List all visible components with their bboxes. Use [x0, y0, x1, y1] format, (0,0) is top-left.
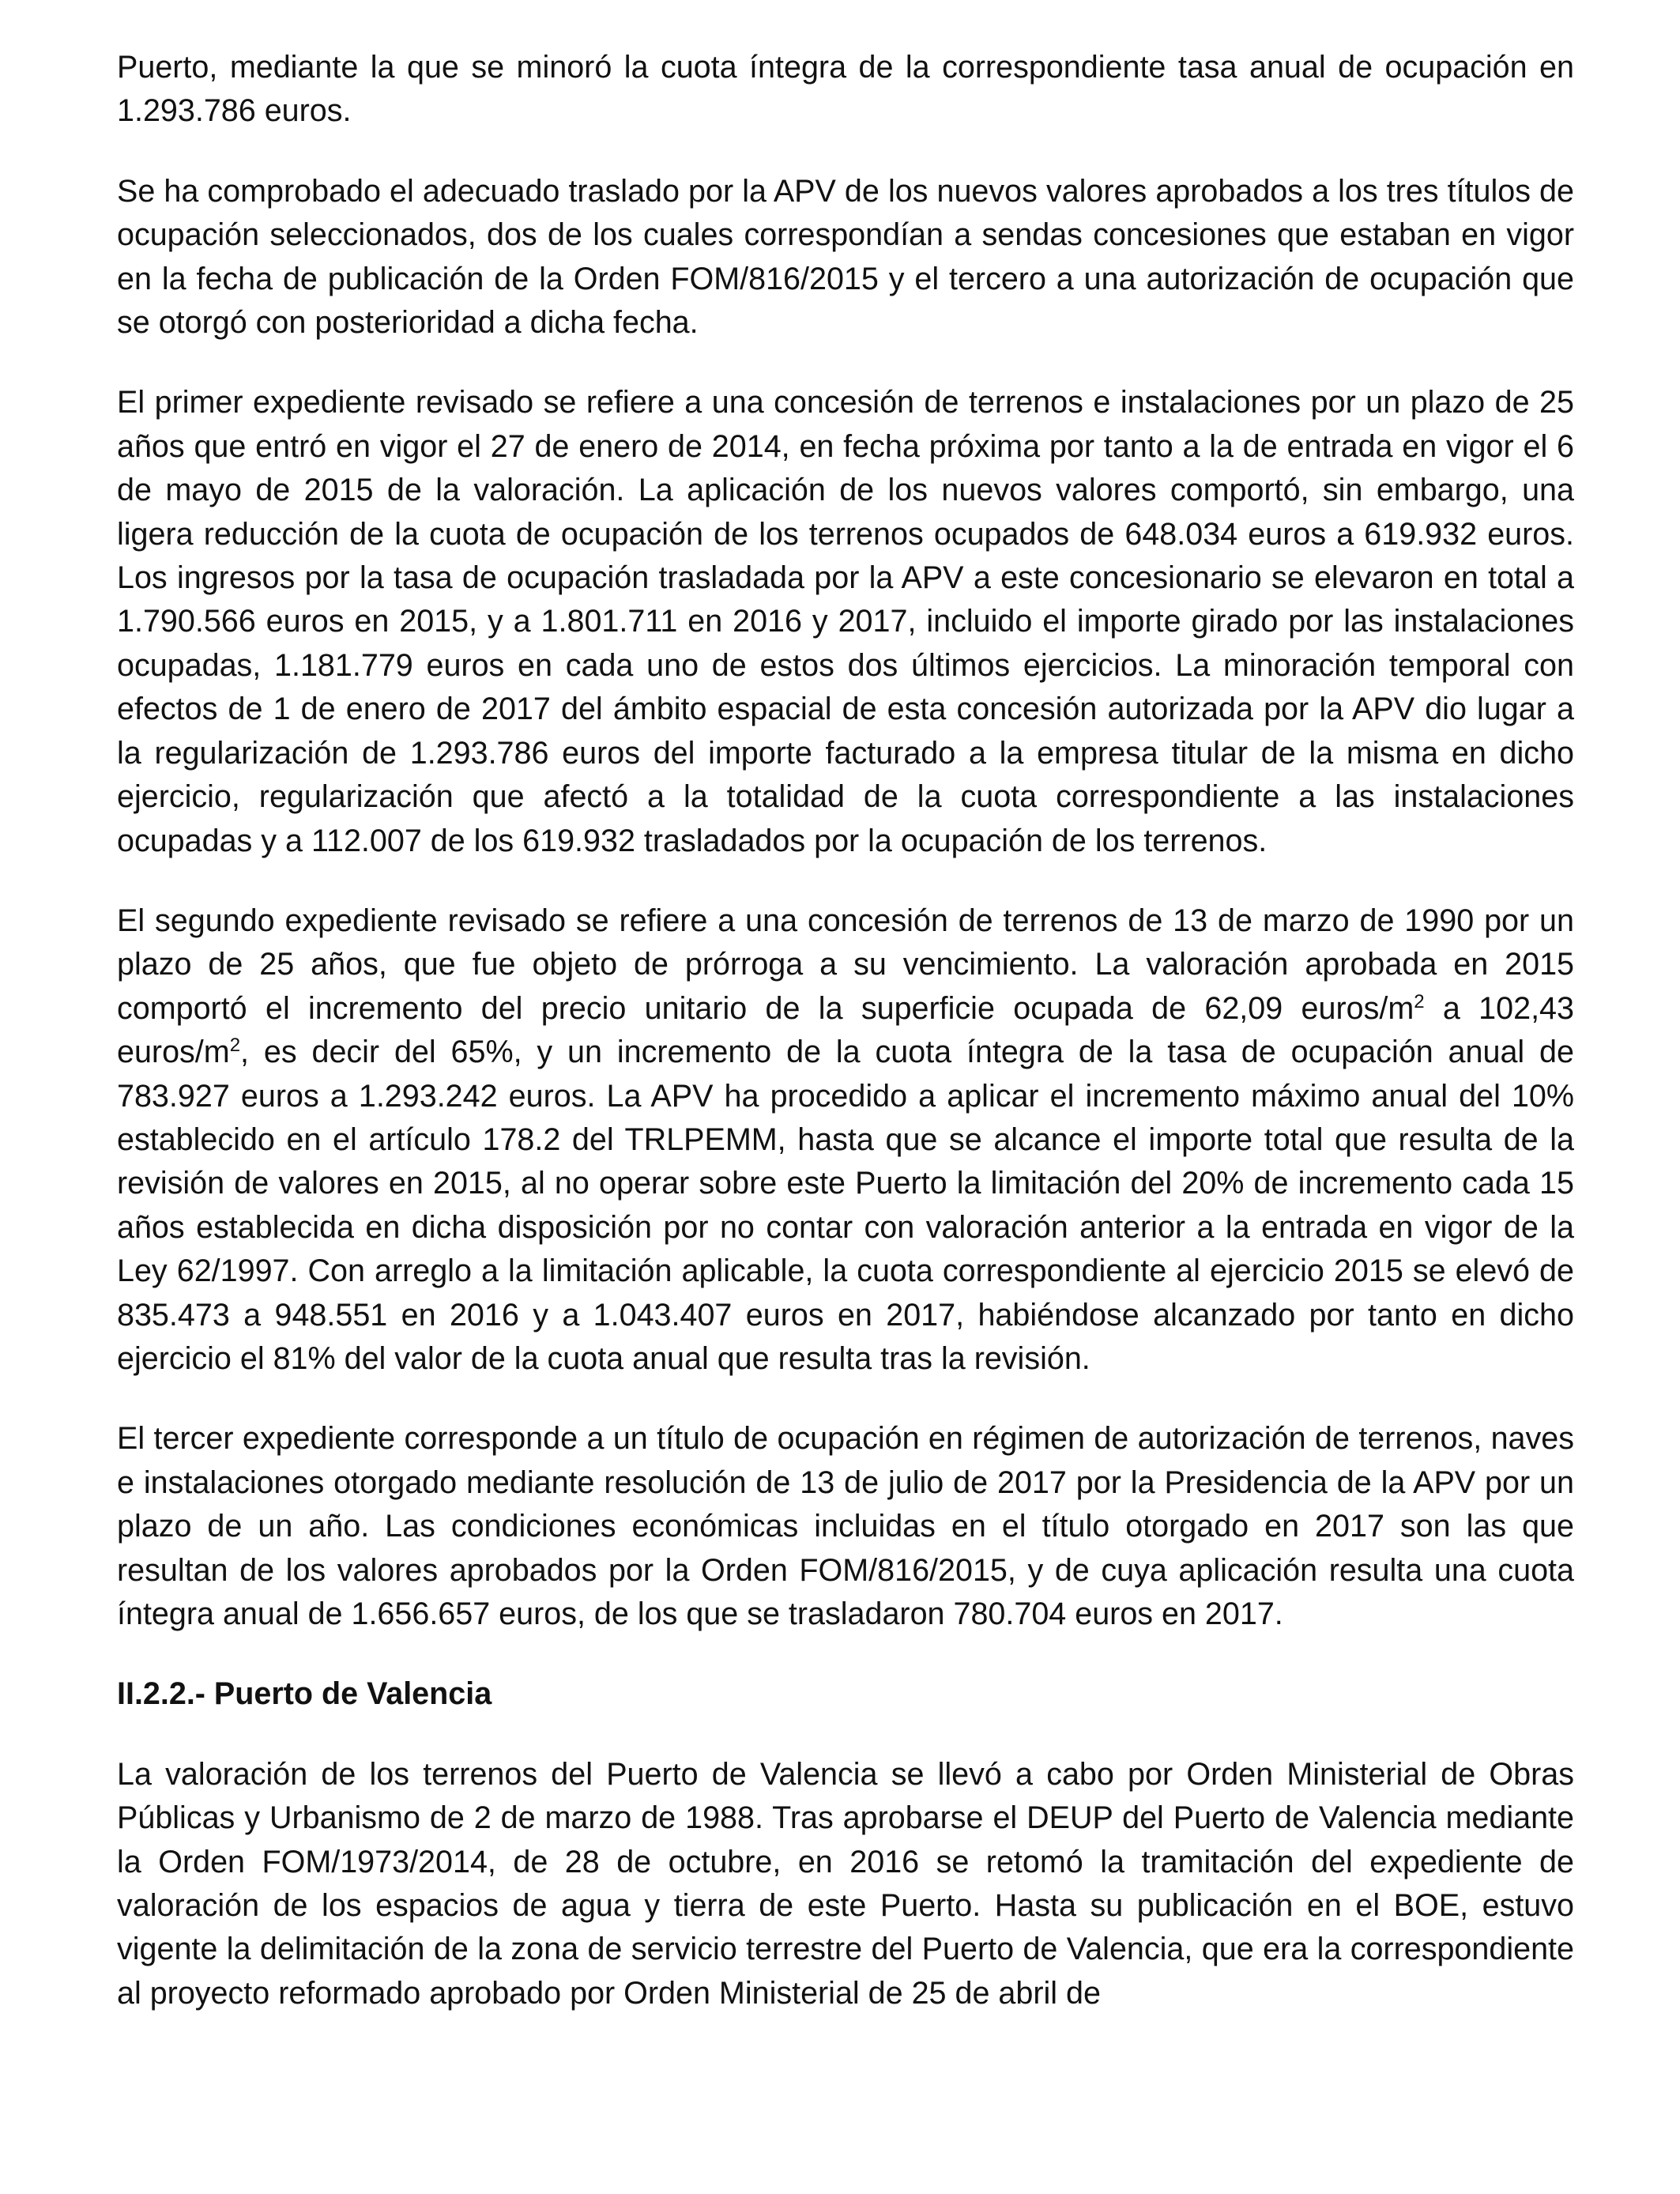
- paragraph-cuota-minorada: Puerto, mediante la que se minoró la cuota íntegra de la correspondiente tasa anual de ocupación en 1.293.786 euros.: [117, 50, 1574, 129]
- section-heading: II.2.2.- Puerto de Valencia: [117, 1676, 492, 1712]
- text-segment: El segundo expediente revisado se refiere a una concesión de terrenos de 13 de marzo de 1990 por un plazo de 25 años, que fue objeto de prórroga a su vencimiento. La valoración aprobada en 2015 comportó el incremento del precio unitario de la superficie ocupada de 62,09 euros/m: [117, 903, 1574, 1026]
- paragraph-segundo-expediente: [117, 899, 1574, 1381]
- text-segment: , es decir del 65%, y un incremento de la cuota íntegra de la tasa de ocupación anual de 783.927 euros a 1.293.242 euros. La APV ha procedido a aplicar el incremento máximo anual del 10% establecido en el artículo 178.2 del TRLPEMM, hasta que se alcance el importe total que resulta de la revisión de valores en 2015, al no operar sobre este Puerto la limitación del 20% de incremento cada 15 años establecida en dicha disposición por no contar con valoración anterior a la entrada en vigor de la Ley 62/1997. Con arreglo a la limitación aplicable, la cuota correspondiente al ejercicio 2015 se elevó de 835.473 a 948.551 en 2016 y a 1.043.407 euros en 2017, habiéndose alcanzado por tanto en dicho ejercicio el 81% del valor de la cuota anual que resulta tras la revisión.: [117, 1035, 1574, 1376]
- paragraph-primer-expediente: El primer expediente revisado se refiere a una concesión de terrenos e instalaciones por un plazo de 25 años que entró en vigor el 27 de enero de 2014, en fecha próxima por tanto a la de entrada en vigor el 6 de mayo de 2015 de la valoración. La aplicación de los nuevos valores comportó, sin embargo, una ligera reducción de la cuota de ocupación de los terrenos ocupados de 648.034 euros a 619.932 euros. Los ingresos por la tasa de ocupación trasladada por la APV a este concesionario se elevaron en total a 1.790.566 euros en 2015, y a 1.801.711 en 2016 y 2017, incluido el importe girado por las instalaciones ocupadas, 1.181.779 euros en cada uno de estos dos últimos ejercicios. La minoración temporal con efectos de 1 de enero de 2017 del ámbito espacial de esta concesión autorizada por la APV dio lugar a la regularización de 1.293.786 euros del importe facturado a la empresa titular de la misma en dicho ejercicio, regularización que afectó a la totalidad de la cuota correspondiente a las instalaciones ocupadas y a 112.007 de los 619.932 trasladados por la ocupación de los terrenos.: [117, 385, 1574, 858]
- paragraph-traslado-valores: Se ha comprobado el adecuado traslado por la APV de los nuevos valores aprobados a los tres títulos de ocupación seleccionados, dos de los cuales correspondían a sendas concesiones que estaban en vigor en la fecha de publicación de la Orden FOM/816/2015 y el tercero a una autorización de ocupación que se otorgó con posterioridad a dicha fecha.: [117, 173, 1574, 341]
- document-page: [117, 46, 1574, 2052]
- text-segment: a 102,43 euros/m: [117, 990, 1574, 1070]
- paragraph-valoracion-valencia: La valoración de los terrenos del Puerto de Valencia se llevó a cabo por Orden Ministerial de Obras Públicas y Urbanismo de 2 de marzo de 1988. Tras aprobarse el DEUP del Puerto de Valencia mediante la Orden FOM/1973/2014, de 28 de octubre, en 2016 se retomó la tramitación del expediente de valoración de los espacios de agua y tierra de este Puerto. Hasta su publicación en el BOE, estuvo vigente la delimitación de la zona de servicio terrestre del Puerto de Valencia, que era la correspondiente al proyecto reformado aprobado por Orden Ministerial de 25 de abril de: [117, 1756, 1574, 2011]
- superscript: 2: [229, 1035, 241, 1057]
- paragraph-tercer-expediente: El tercer expediente corresponde a un título de ocupación en régimen de autorización de terrenos, naves e instalaciones otorgado mediante resolución de 13 de julio de 2017 por la Presidencia de la APV por un plazo de un año. Las condiciones económicas incluidas en el título otorgado en 2017 son las que resultan de los valores aprobados por la Orden FOM/816/2015, y de cuya aplicación resulta una cuota íntegra anual de 1.656.657 euros, de los que se trasladaron 780.704 euros en 2017.: [117, 1421, 1574, 1631]
- superscript: 2: [1414, 990, 1425, 1012]
